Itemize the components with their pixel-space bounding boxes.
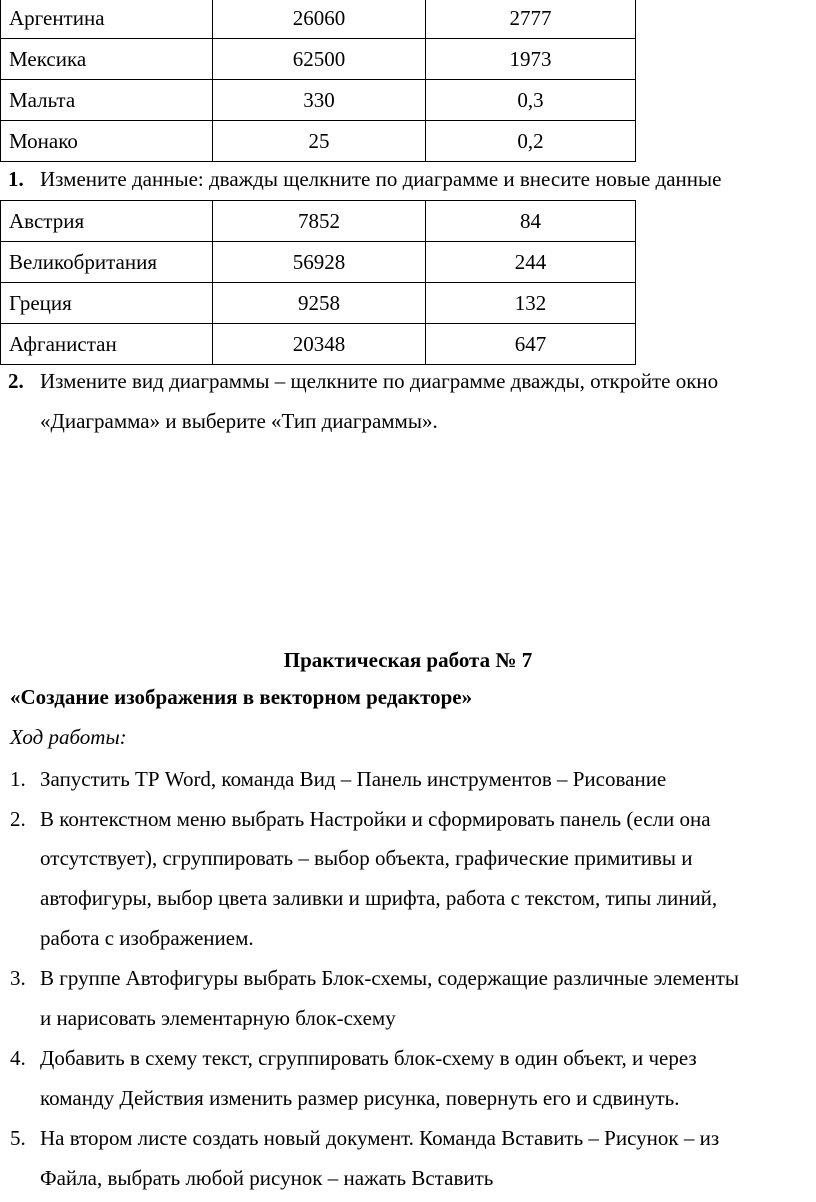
- step-text: Измените вид диаграммы – щелкните по диаграмме дважды, откройте окно: [40, 369, 719, 393]
- table-cell: Аргентина: [1, 0, 213, 39]
- step-text-continued: «Диаграмма» и выберите «Тип диаграммы».: [40, 409, 438, 433]
- list-number: 4.: [10, 1046, 26, 1070]
- table-cell: Греция: [1, 283, 213, 324]
- list-number: 1.: [10, 767, 26, 791]
- table-cell: 84: [426, 201, 636, 242]
- step-text: Измените данные: дважды щелкните по диаграмме и внесите новые данные: [40, 167, 722, 191]
- list-text: В контекстном меню выбрать Настройки и сформировать панель (если она: [40, 807, 711, 831]
- list-text: Запустить ТР Word, команда Вид – Панель инструментов – Рисование: [40, 767, 667, 791]
- table-row: [1, 324, 636, 365]
- table-row: [1, 283, 636, 324]
- table-row: [1, 121, 636, 162]
- table-cell: 132: [426, 283, 636, 324]
- table-row: [1, 80, 636, 121]
- table-cell: Великобритания: [1, 242, 213, 283]
- list-number: 2.: [10, 807, 26, 831]
- list-text: На втором листе создать новый документ. Команда Вставить – Рисунок – из: [40, 1126, 720, 1150]
- progress-label: Ход работы:: [10, 725, 127, 749]
- table-cell: 330: [213, 80, 426, 121]
- page-title: Практическая работа № 7: [283, 648, 533, 672]
- list-number: 5.: [10, 1126, 26, 1150]
- table-cell: Афганистан: [1, 324, 213, 365]
- table-row: [1, 0, 636, 39]
- table-row: [1, 39, 636, 80]
- table-cell: 1973: [426, 39, 636, 80]
- table-cell: 0,2: [426, 121, 636, 162]
- table-cell: 647: [426, 324, 636, 365]
- countries-table-2: [0, 200, 636, 365]
- table-cell: 9258: [213, 283, 426, 324]
- list-text: команду Действия изменить размер рисунка, повернуть его и сдвинуть.: [40, 1086, 680, 1110]
- table-cell: 0,3: [426, 80, 636, 121]
- table-cell: Мальта: [1, 80, 213, 121]
- list-text: отсутствует), сгруппировать – выбор объекта, графические примитивы и: [40, 846, 693, 870]
- table-cell: 56928: [213, 242, 426, 283]
- table-cell: 2777: [426, 0, 636, 39]
- list-text: и нарисовать элементарную блок-схему: [40, 1006, 396, 1030]
- table-cell: 25: [213, 121, 426, 162]
- table-cell: 26060: [213, 0, 426, 39]
- table-cell: 244: [426, 242, 636, 283]
- table-cell: 62500: [213, 39, 426, 80]
- countries-table-1: [0, 0, 636, 162]
- list-number: 3.: [10, 966, 26, 990]
- table-cell: Мексика: [1, 39, 213, 80]
- table-cell: 7852: [213, 201, 426, 242]
- table-cell: 20348: [213, 324, 426, 365]
- step-number: 1.: [8, 167, 24, 191]
- list-text: В группе Автофигуры выбрать Блок-схемы, содержащие различные элементы: [40, 966, 740, 990]
- list-text: Добавить в схему текст, сгруппировать блок-схему в один объект, и через: [40, 1046, 697, 1070]
- table-row: [1, 201, 636, 242]
- table-cell: Монако: [1, 121, 213, 162]
- list-text: Файла, выбрать любой рисунок – нажать Вставить: [40, 1166, 494, 1190]
- list-text: работа с изображением.: [40, 926, 254, 950]
- work-subtitle: «Создание изображения в векторном редакторе»: [10, 685, 473, 709]
- list-text: автофигуры, выбор цвета заливки и шрифта, работа с текстом, типы линий,: [40, 886, 718, 910]
- step-number: 2.: [8, 369, 24, 393]
- table-row: [1, 242, 636, 283]
- table-cell: Австрия: [1, 201, 213, 242]
